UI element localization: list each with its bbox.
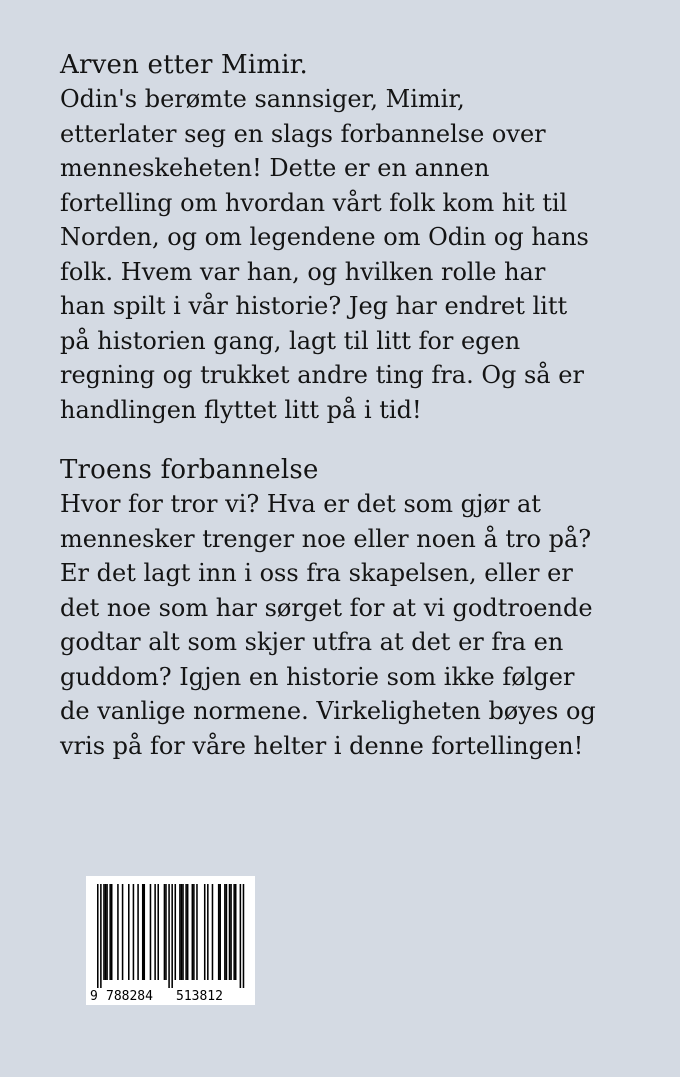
barcode-bar (175, 884, 177, 980)
barcode-bar (103, 884, 105, 980)
barcode-digits-right: 513812 (176, 989, 223, 1004)
blurb-section-2 (60, 453, 660, 763)
barcode-bar (218, 884, 220, 980)
barcode-bar (181, 884, 183, 980)
barcode-bar (144, 884, 146, 980)
barcode-bar (168, 884, 170, 988)
section-1-line: Odin's berømte sannsiger, Mimir, (60, 85, 465, 113)
section-2-line: de vanlige normene. Virkeligheten bøyes og (60, 697, 596, 725)
barcode-bar (105, 884, 107, 980)
section-2-line: vris på for våre helter i denne fortellingen! (60, 731, 584, 760)
barcode-bar (204, 884, 206, 980)
barcode-bar (100, 884, 102, 988)
section-1-line: Norden, og om legendene om Odin og hans (60, 223, 589, 251)
barcode-bar (150, 884, 152, 980)
barcode-bar (230, 884, 232, 980)
section-2-line: godtar alt som skjer utfra at det er fra en (60, 628, 564, 656)
barcode-bar (179, 884, 181, 980)
barcode-bar (212, 884, 214, 980)
section-1-line: handlingen flyttet litt på i tid! (60, 395, 422, 424)
blurb-section-1 (60, 48, 660, 427)
section-1-line: han spilt i vår historie? Jeg har endret litt (60, 292, 568, 320)
barcode-bar (106, 884, 108, 980)
section-1-title: Arven etter Mimir. (60, 50, 308, 80)
barcode-bar (243, 884, 245, 988)
barcode-bar (142, 884, 144, 980)
barcode-bar (229, 884, 231, 980)
barcode-bar (171, 884, 173, 988)
section-2-line: guddom? Igjen en historie som ikke følger (60, 662, 575, 691)
barcode-bars (97, 884, 244, 988)
barcode-digits-left: 788284 (106, 989, 153, 1004)
barcode-bar (117, 884, 119, 980)
barcode-bar (235, 884, 237, 980)
barcode-bar (240, 884, 242, 988)
barcode-bar (109, 884, 111, 980)
section-2-line: mennesker trenger noe eller noen å tro på? (60, 524, 592, 553)
barcode-bar (182, 884, 184, 980)
section-1-line: etterlater seg en slags forbannelse over (60, 119, 546, 148)
barcode-bar (196, 884, 198, 980)
section-2-title: Troens forbannelse (60, 455, 319, 485)
section-1-line: regning og trukket andre ting fra. Og så er (60, 361, 584, 389)
barcode-bar (97, 884, 99, 988)
barcode-bar (185, 884, 187, 980)
barcode-bar (111, 884, 113, 980)
barcode-graphic (86, 876, 255, 1005)
barcode-bar (165, 884, 167, 980)
barcode-bar (224, 884, 226, 980)
barcode-bar (137, 884, 139, 980)
barcode-bar (154, 884, 156, 980)
barcode-bar (133, 884, 135, 980)
barcode-bar (219, 884, 221, 980)
barcode-bar (187, 884, 189, 980)
barcode-bar (233, 884, 235, 980)
barcode-bar (226, 884, 228, 980)
section-2-line: det noe som har sørget for at vi godtroende (60, 593, 593, 622)
barcode-bar (207, 884, 209, 980)
section-2-line: Hvor for tror vi? Hva er det som gjør at (60, 490, 541, 518)
section-1-line: fortelling om hvordan vårt folk kom hit til (60, 188, 568, 217)
section-1-line: menneskeheten! Dette er en annen (60, 154, 490, 182)
barcode-bar (122, 884, 124, 980)
barcode-bar (157, 884, 159, 980)
section-1-line: folk. Hvem var han, og hvilken rolle har (60, 257, 546, 286)
barcode-bar (128, 884, 130, 980)
section-1-line: på historien gang, lagt til litt for egen (60, 326, 521, 355)
isbn-barcode (86, 876, 255, 1005)
barcode-bar (192, 884, 194, 980)
barcode-digit-lead: 9 (90, 989, 98, 1004)
barcode-bar (193, 884, 195, 980)
section-2-line: Er det lagt inn i oss fra skapelsen, eller er (60, 559, 573, 587)
barcode-bar (164, 884, 166, 980)
